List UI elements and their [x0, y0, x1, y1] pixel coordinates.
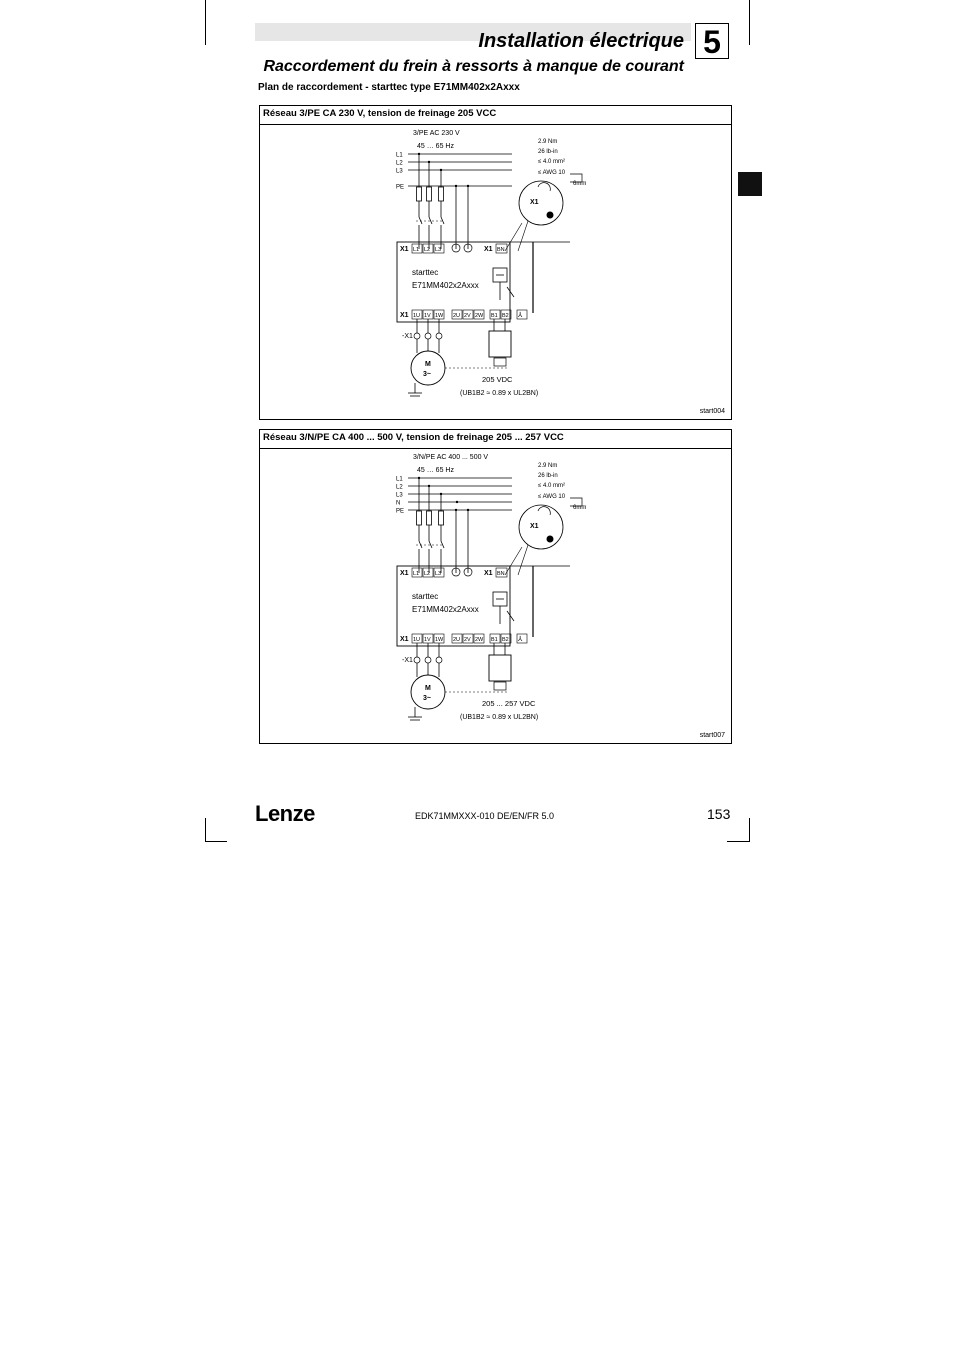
- brake-symbol: [494, 682, 506, 690]
- wire-awg: ≤ AWG 10: [538, 494, 566, 500]
- terminal-label: L1: [413, 247, 420, 253]
- line-label: PE: [396, 184, 405, 191]
- line-label: L3: [396, 492, 403, 499]
- contact-symbol: [429, 541, 432, 548]
- wire-size: ≤ 4.0 mm²: [538, 483, 565, 489]
- motor-label: M: [425, 685, 431, 692]
- wiring-diagram: [260, 125, 731, 419]
- motor-label: M: [425, 361, 431, 368]
- terminal-label: 2W: [475, 313, 484, 319]
- motor-terminal-label: -X1: [402, 333, 413, 340]
- crop-mark: [205, 0, 206, 45]
- page-number: 153: [707, 806, 731, 822]
- terminal-row-label: X1: [400, 312, 409, 319]
- line-label: L3: [396, 168, 403, 175]
- terminal-zoom-circle: [519, 505, 563, 549]
- motor-symbol: [411, 351, 445, 385]
- chapter-number: 5: [695, 23, 729, 59]
- line-label: PE: [396, 508, 405, 515]
- frequency-label: 45 … 65 Hz: [417, 143, 454, 150]
- fuse-symbol: [439, 511, 444, 525]
- motor-phase-label: 3~: [423, 695, 431, 702]
- document-reference: EDK71MMXXX-010 DE/EN/FR 5.0: [415, 811, 555, 821]
- supply-label: 3/PE AC 230 V: [413, 130, 460, 137]
- contact-symbol: [419, 541, 422, 548]
- contact-symbol: [419, 217, 422, 224]
- terminal-row-label: X1: [400, 246, 409, 253]
- terminal-label: L2: [424, 571, 431, 577]
- fuse-symbol: [427, 187, 432, 201]
- torque-spec-imperial: 26 lb-in: [538, 473, 558, 479]
- terminal-label: BN: [497, 247, 505, 253]
- crop-mark: [205, 841, 227, 842]
- diagram-code: start007: [699, 732, 725, 739]
- terminal-label: B1: [491, 313, 498, 319]
- terminal-label: 1V: [424, 637, 431, 643]
- torque-spec: 2.9 Nm: [538, 139, 558, 145]
- motor-terminal: [425, 333, 431, 339]
- supply-label: 3/N/PE AC 400 ... 500 V: [413, 454, 489, 461]
- terminal-label: 1W: [435, 313, 444, 319]
- motor-symbol: [411, 675, 445, 709]
- motor-terminal: [436, 333, 442, 339]
- section-title: Raccordement du frein à ressorts à manque de courant: [263, 58, 684, 75]
- callout-line: [518, 545, 528, 575]
- diagram-panel-400v: [259, 429, 732, 744]
- lenze-logo: Lenze: [255, 801, 315, 826]
- brake-coil: [489, 655, 511, 681]
- terminal-label: L1: [413, 571, 420, 577]
- terminal-label: 2V: [464, 637, 471, 643]
- chapter-tab-marker: [738, 172, 762, 196]
- fuse-symbol: [439, 187, 444, 201]
- strip-length: 6mm: [573, 181, 587, 187]
- terminal-label: 1U: [413, 637, 421, 643]
- callout-line: [518, 221, 528, 251]
- torque-spec-imperial: 26 lb-in: [538, 149, 558, 155]
- fuse-symbol: [417, 511, 422, 525]
- brake-formula: (UB1B2 ≈ 0.89 x UL2BN): [460, 390, 539, 397]
- ground-terminal-icon: ⅄: [518, 312, 523, 319]
- chapter-title: Installation électrique: [478, 30, 684, 52]
- brake-symbol: [494, 358, 506, 366]
- terminal-label: B2: [502, 637, 509, 643]
- torque-spec: 2.9 Nm: [538, 463, 558, 469]
- diagram-panel-230v: [259, 105, 732, 420]
- contact-symbol: [429, 217, 432, 224]
- line-label: L2: [396, 160, 403, 167]
- terminal-label: 2V: [464, 313, 471, 319]
- line-label: L1: [396, 152, 403, 159]
- zoom-x1-label: X1: [530, 199, 539, 206]
- terminal-label: BN: [497, 571, 505, 577]
- brake-formula: (UB1B2 ≈ 0.89 x UL2BN): [460, 714, 539, 721]
- terminal-label: B2: [502, 313, 509, 319]
- diagram-code: start004: [699, 408, 725, 415]
- screw-icon: [547, 212, 554, 219]
- terminal-label: L3: [435, 247, 442, 253]
- frequency-label: 45 … 65 Hz: [417, 467, 454, 474]
- screw-icon: [547, 536, 554, 543]
- device-name: starttec: [412, 268, 439, 277]
- motor-terminal: [414, 657, 420, 663]
- crop-mark: [749, 818, 750, 842]
- line-label: L2: [396, 484, 403, 491]
- terminal-label: 1U: [413, 313, 421, 319]
- terminal-label: 1V: [424, 313, 431, 319]
- crop-mark: [205, 818, 206, 842]
- switch-symbol: [507, 611, 514, 621]
- terminal-row-label: X1: [484, 570, 493, 577]
- terminal-label: L2: [424, 247, 431, 253]
- zoom-x1-label: X1: [530, 523, 539, 530]
- wire-awg: ≤ AWG 10: [538, 170, 566, 176]
- device-model: E71MM402x2Axxx: [412, 281, 479, 290]
- terminal-label: 2U: [453, 637, 461, 643]
- crop-mark: [749, 0, 750, 45]
- brake-voltage: 205 VDC: [482, 375, 513, 384]
- switch-symbol: [507, 287, 514, 297]
- fuse-symbol: [427, 511, 432, 525]
- brake-voltage: 205 ... 257 VDC: [482, 699, 536, 708]
- wiring-diagram: [260, 449, 731, 743]
- diagram-title: Réseau 3/PE CA 230 V, tension de freinage 205 VCC: [260, 106, 731, 125]
- terminal-label: 1W: [435, 637, 444, 643]
- brake-coil: [489, 331, 511, 357]
- motor-phase-label: 3~: [423, 371, 431, 378]
- contact-symbol: [441, 541, 444, 548]
- crop-mark: [727, 841, 749, 842]
- junction-dot: [456, 501, 458, 503]
- motor-terminal-label: -X1: [402, 657, 413, 664]
- device-name: starttec: [412, 592, 439, 601]
- ground-terminal-icon: ⅄: [518, 636, 523, 643]
- contact-symbol: [441, 217, 444, 224]
- motor-terminal: [425, 657, 431, 663]
- fuse-symbol: [417, 187, 422, 201]
- device-model: E71MM402x2Axxx: [412, 605, 479, 614]
- plan-title: Plan de raccordement - starttec type E71MM402x2Axxx: [258, 82, 520, 93]
- terminal-zoom-circle: [519, 181, 563, 225]
- line-label: L1: [396, 476, 403, 483]
- motor-terminal: [414, 333, 420, 339]
- terminal-row-label: X1: [400, 570, 409, 577]
- diagram-title: Réseau 3/N/PE CA 400 ... 500 V, tension de freinage 205 ... 257 VCC: [260, 430, 731, 449]
- motor-terminal: [436, 657, 442, 663]
- terminal-row-label: X1: [400, 636, 409, 643]
- terminal-label: B1: [491, 637, 498, 643]
- terminal-row-label: X1: [484, 246, 493, 253]
- terminal-label: 2W: [475, 637, 484, 643]
- strip-length: 6mm: [573, 505, 587, 511]
- terminal-label: L3: [435, 571, 442, 577]
- line-label: N: [396, 500, 401, 507]
- terminal-label: 2U: [453, 313, 461, 319]
- wire-size: ≤ 4.0 mm²: [538, 159, 565, 165]
